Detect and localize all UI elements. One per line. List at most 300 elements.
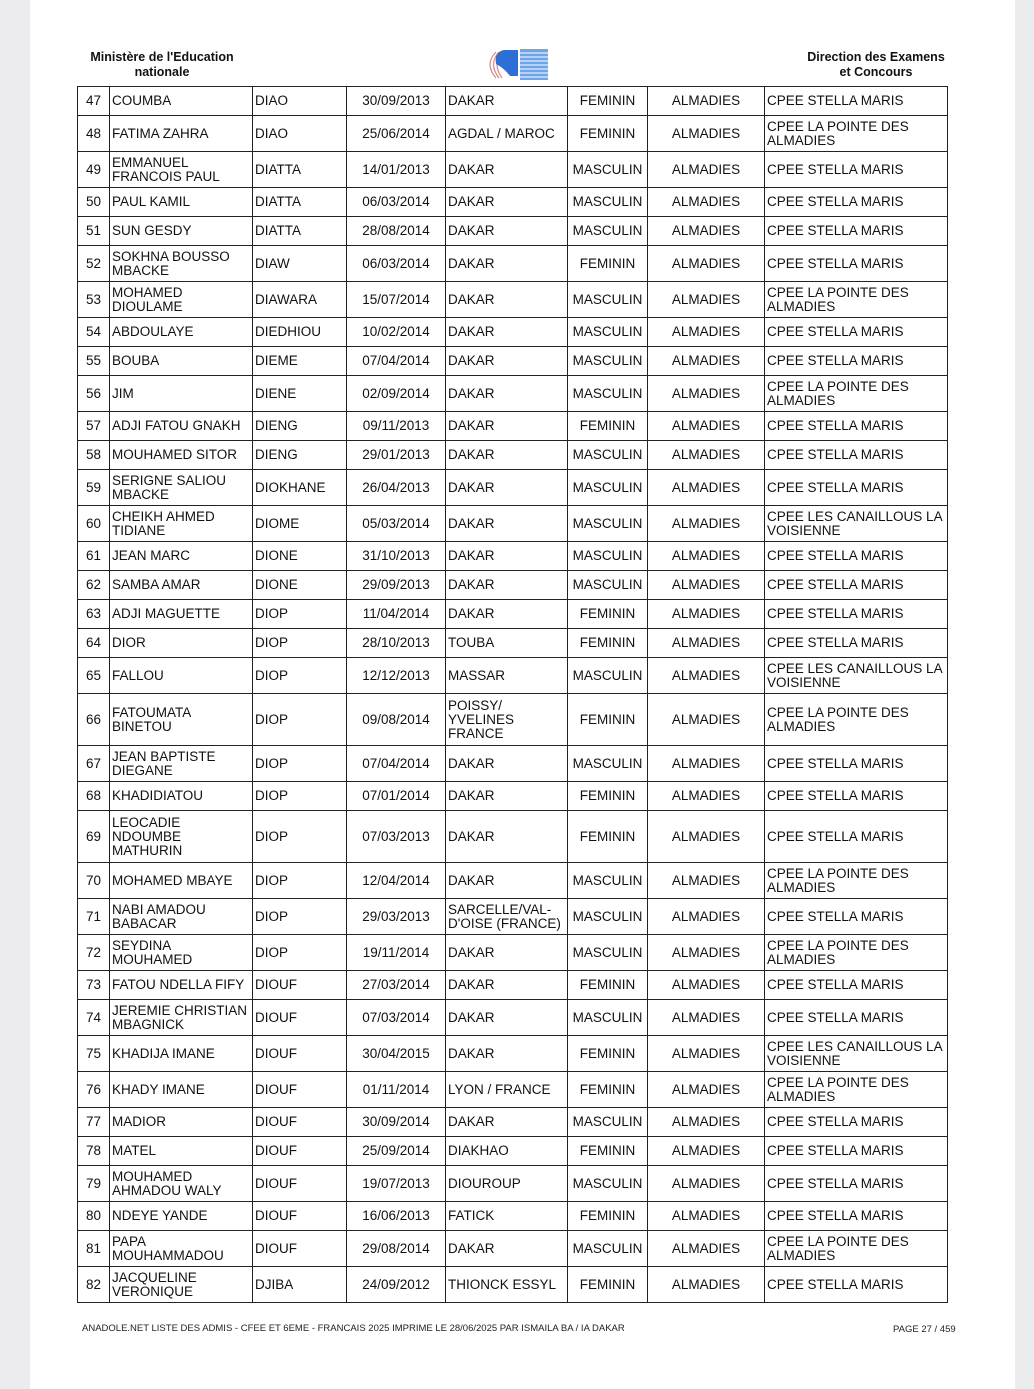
sex-cell: MASCULIN [568, 935, 648, 971]
table-row [78, 318, 948, 347]
table-row [78, 87, 948, 116]
district-cell: ALMADIES [648, 1000, 765, 1036]
first-name-cell: KHADIDIATOU [110, 782, 253, 811]
row-number: 57 [78, 412, 110, 441]
birth-place-cell: DAKAR [446, 152, 568, 188]
sex-cell: MASCULIN [568, 188, 648, 217]
row-number: 49 [78, 152, 110, 188]
birth-place-cell: SARCELLE/VAL-D'OISE (FRANCE) [446, 899, 568, 935]
school-cell: CPEE LES CANAILLOUS LA VOISIENNE [765, 506, 948, 542]
table-row [78, 1036, 948, 1072]
row-number: 81 [78, 1231, 110, 1267]
birth-date-cell: 25/09/2014 [347, 1137, 446, 1166]
birth-date-cell: 07/01/2014 [347, 782, 446, 811]
birth-place-cell: LYON / FRANCE [446, 1072, 568, 1108]
birth-place-cell: DAKAR [446, 542, 568, 571]
school-cell: CPEE LA POINTE DES ALMADIES [765, 1072, 948, 1108]
table-row [78, 246, 948, 282]
last-name-cell: DIOP [253, 782, 347, 811]
last-name-cell: DIOUF [253, 1231, 347, 1267]
birth-date-cell: 30/09/2013 [347, 87, 446, 116]
school-cell: CPEE STELLA MARIS [765, 347, 948, 376]
district-cell: ALMADIES [648, 1202, 765, 1231]
row-number: 61 [78, 542, 110, 571]
sex-cell: MASCULIN [568, 318, 648, 347]
table-row [78, 1072, 948, 1108]
first-name-cell: MOHAMED MBAYE [110, 863, 253, 899]
row-number: 67 [78, 746, 110, 782]
birth-place-cell: DAKAR [446, 347, 568, 376]
school-cell: CPEE LA POINTE DES ALMADIES [765, 694, 948, 746]
row-number: 78 [78, 1137, 110, 1166]
school-cell: CPEE LA POINTE DES ALMADIES [765, 863, 948, 899]
table-row [78, 1231, 948, 1267]
birth-date-cell: 07/04/2014 [347, 347, 446, 376]
district-cell: ALMADIES [648, 412, 765, 441]
last-name-cell: DIATTA [253, 152, 347, 188]
school-cell: CPEE LES CANAILLOUS LA VOISIENNE [765, 1036, 948, 1072]
school-cell: CPEE STELLA MARIS [765, 899, 948, 935]
sex-cell: MASCULIN [568, 571, 648, 600]
table-row [78, 935, 948, 971]
birth-date-cell: 14/01/2013 [347, 152, 446, 188]
table-row [78, 412, 948, 441]
row-number: 76 [78, 1072, 110, 1108]
school-cell: CPEE STELLA MARIS [765, 1202, 948, 1231]
row-number: 60 [78, 506, 110, 542]
birth-date-cell: 10/02/2014 [347, 318, 446, 347]
birth-date-cell: 19/11/2014 [347, 935, 446, 971]
first-name-cell: MOUHAMED AHMADOU WALY [110, 1166, 253, 1202]
row-number: 63 [78, 600, 110, 629]
birth-place-cell: AGDAL / MAROC [446, 116, 568, 152]
sex-cell: FEMININ [568, 246, 648, 282]
last-name-cell: DIATTA [253, 217, 347, 246]
school-cell: CPEE STELLA MARIS [765, 152, 948, 188]
sex-cell: FEMININ [568, 412, 648, 441]
school-cell: CPEE LA POINTE DES ALMADIES [765, 282, 948, 318]
last-name-cell: DIOP [253, 629, 347, 658]
district-cell: ALMADIES [648, 246, 765, 282]
last-name-cell: DIOP [253, 600, 347, 629]
sex-cell: FEMININ [568, 1267, 648, 1303]
last-name-cell: DIONE [253, 571, 347, 600]
birth-date-cell: 07/03/2013 [347, 811, 446, 863]
table-row [78, 282, 948, 318]
school-cell: CPEE STELLA MARIS [765, 600, 948, 629]
row-number: 75 [78, 1036, 110, 1072]
district-cell: ALMADIES [648, 935, 765, 971]
birth-date-cell: 11/04/2014 [347, 600, 446, 629]
birth-date-cell: 02/09/2014 [347, 376, 446, 412]
first-name-cell: KHADIJA IMANE [110, 1036, 253, 1072]
table-row [78, 1137, 948, 1166]
table-row [78, 441, 948, 470]
row-number: 82 [78, 1267, 110, 1303]
birth-date-cell: 29/08/2014 [347, 1231, 446, 1267]
birth-date-cell: 31/10/2013 [347, 542, 446, 571]
birth-date-cell: 09/11/2013 [347, 412, 446, 441]
last-name-cell: DIOP [253, 899, 347, 935]
birth-place-cell: DAKAR [446, 571, 568, 600]
district-cell: ALMADIES [648, 217, 765, 246]
first-name-cell: JIM [110, 376, 253, 412]
first-name-cell: SERIGNE SALIOU MBACKE [110, 470, 253, 506]
birth-place-cell: MASSAR [446, 658, 568, 694]
last-name-cell: DJIBA [253, 1267, 347, 1303]
last-name-cell: DIOUF [253, 1166, 347, 1202]
table-row [78, 629, 948, 658]
birth-place-cell: DAKAR [446, 1000, 568, 1036]
first-name-cell: FATOUMATA BINETOU [110, 694, 253, 746]
last-name-cell: DIENE [253, 376, 347, 412]
birth-place-cell: THIONCK ESSYL [446, 1267, 568, 1303]
district-cell: ALMADIES [648, 1267, 765, 1303]
birth-place-cell: DAKAR [446, 863, 568, 899]
last-name-cell: DIOP [253, 658, 347, 694]
birth-date-cell: 01/11/2014 [347, 1072, 446, 1108]
district-cell: ALMADIES [648, 376, 765, 412]
birth-date-cell: 24/09/2012 [347, 1267, 446, 1303]
last-name-cell: DIOUF [253, 1137, 347, 1166]
sex-cell: MASCULIN [568, 542, 648, 571]
sex-cell: FEMININ [568, 1072, 648, 1108]
first-name-cell: JEREMIE CHRISTIAN MBAGNICK [110, 1000, 253, 1036]
school-cell: CPEE STELLA MARIS [765, 782, 948, 811]
birth-place-cell: DAKAR [446, 441, 568, 470]
last-name-cell: DIOP [253, 694, 347, 746]
birth-date-cell: 25/06/2014 [347, 116, 446, 152]
table-row [78, 600, 948, 629]
school-cell: CPEE STELLA MARIS [765, 217, 948, 246]
first-name-cell: MATEL [110, 1137, 253, 1166]
sex-cell: MASCULIN [568, 152, 648, 188]
birth-date-cell: 12/04/2014 [347, 863, 446, 899]
district-cell: ALMADIES [648, 1231, 765, 1267]
table-row [78, 217, 948, 246]
school-cell: CPEE LA POINTE DES ALMADIES [765, 376, 948, 412]
last-name-cell: DIAO [253, 116, 347, 152]
last-name-cell: DIOP [253, 746, 347, 782]
row-number: 58 [78, 441, 110, 470]
table-row [78, 1202, 948, 1231]
birth-place-cell: DAKAR [446, 811, 568, 863]
sex-cell: FEMININ [568, 1202, 648, 1231]
last-name-cell: DIEME [253, 347, 347, 376]
sex-cell: FEMININ [568, 600, 648, 629]
sex-cell: MASCULIN [568, 1231, 648, 1267]
first-name-cell: DIOR [110, 629, 253, 658]
district-cell: ALMADIES [648, 347, 765, 376]
first-name-cell: ADJI MAGUETTE [110, 600, 253, 629]
sex-cell: MASCULIN [568, 217, 648, 246]
district-cell: ALMADIES [648, 746, 765, 782]
school-cell: CPEE STELLA MARIS [765, 1108, 948, 1137]
birth-date-cell: 29/01/2013 [347, 441, 446, 470]
school-cell: CPEE STELLA MARIS [765, 188, 948, 217]
last-name-cell: DIAW [253, 246, 347, 282]
sex-cell: MASCULIN [568, 746, 648, 782]
last-name-cell: DIENG [253, 412, 347, 441]
first-name-cell: MADIOR [110, 1108, 253, 1137]
sex-cell: FEMININ [568, 1036, 648, 1072]
table-row [78, 811, 948, 863]
sex-cell: FEMININ [568, 116, 648, 152]
sex-cell: FEMININ [568, 1137, 648, 1166]
row-number: 77 [78, 1108, 110, 1137]
table-row [78, 782, 948, 811]
row-number: 48 [78, 116, 110, 152]
district-cell: ALMADIES [648, 1036, 765, 1072]
birth-place-cell: DIAKHAO [446, 1137, 568, 1166]
school-cell: CPEE LES CANAILLOUS LA VOISIENNE [765, 658, 948, 694]
row-number: 79 [78, 1166, 110, 1202]
ministry-line-1: Ministère de l'Education [90, 50, 234, 64]
birth-date-cell: 07/03/2014 [347, 1000, 446, 1036]
sex-cell: MASCULIN [568, 282, 648, 318]
first-name-cell: JEAN MARC [110, 542, 253, 571]
district-cell: ALMADIES [648, 318, 765, 347]
first-name-cell: PAPA MOUHAMMADOU [110, 1231, 253, 1267]
birth-place-cell: DAKAR [446, 376, 568, 412]
last-name-cell: DIATTA [253, 188, 347, 217]
first-name-cell: ADJI FATOU GNAKH [110, 412, 253, 441]
table-row [78, 571, 948, 600]
birth-place-cell: DAKAR [446, 282, 568, 318]
sex-cell: MASCULIN [568, 506, 648, 542]
row-number: 74 [78, 1000, 110, 1036]
table-row [78, 376, 948, 412]
birth-place-cell: DAKAR [446, 971, 568, 1000]
first-name-cell: KHADY IMANE [110, 1072, 253, 1108]
last-name-cell: DIOUF [253, 971, 347, 1000]
footer-print-info: ANADOLE.NET LISTE DES ADMIS - CFEE ET 6EME - FRANCAIS 2025 IMPRIME LE 28/06/2025 PAR ISMAILA BA / IA DAKAR [82, 1323, 625, 1334]
birth-place-cell: DAKAR [446, 470, 568, 506]
district-cell: ALMADIES [648, 506, 765, 542]
row-number: 68 [78, 782, 110, 811]
school-cell: CPEE STELLA MARIS [765, 971, 948, 1000]
sex-cell: MASCULIN [568, 1108, 648, 1137]
school-cell: CPEE STELLA MARIS [765, 441, 948, 470]
district-cell: ALMADIES [648, 188, 765, 217]
school-cell: CPEE STELLA MARIS [765, 1166, 948, 1202]
birth-date-cell: 05/03/2014 [347, 506, 446, 542]
birth-place-cell: DAKAR [446, 506, 568, 542]
last-name-cell: DIONE [253, 542, 347, 571]
table-row [78, 746, 948, 782]
school-cell: CPEE STELLA MARIS [765, 1000, 948, 1036]
page-number: PAGE 27 / 459 [893, 1324, 956, 1335]
district-cell: ALMADIES [648, 811, 765, 863]
first-name-cell: LEOCADIE NDOUMBE MATHURIN [110, 811, 253, 863]
birth-date-cell: 28/10/2013 [347, 629, 446, 658]
first-name-cell: PAUL KAMIL [110, 188, 253, 217]
first-name-cell: JEAN BAPTISTE DIEGANE [110, 746, 253, 782]
birth-place-cell: POISSY/ YVELINES FRANCE [446, 694, 568, 746]
district-cell: ALMADIES [648, 1072, 765, 1108]
birth-date-cell: 27/03/2014 [347, 971, 446, 1000]
birth-date-cell: 06/03/2014 [347, 188, 446, 217]
table-row [78, 542, 948, 571]
birth-place-cell: DAKAR [446, 188, 568, 217]
last-name-cell: DIOME [253, 506, 347, 542]
school-cell: CPEE STELLA MARIS [765, 811, 948, 863]
row-number: 50 [78, 188, 110, 217]
last-name-cell: DIAWARA [253, 282, 347, 318]
sex-cell: MASCULIN [568, 470, 648, 506]
birth-place-cell: DAKAR [446, 412, 568, 441]
sex-cell: MASCULIN [568, 899, 648, 935]
sex-cell: MASCULIN [568, 863, 648, 899]
row-number: 53 [78, 282, 110, 318]
school-cell: CPEE STELLA MARIS [765, 746, 948, 782]
birth-place-cell: DIOUROUP [446, 1166, 568, 1202]
school-cell: CPEE STELLA MARIS [765, 629, 948, 658]
birth-place-cell: DAKAR [446, 217, 568, 246]
school-cell: CPEE STELLA MARIS [765, 412, 948, 441]
sex-cell: FEMININ [568, 971, 648, 1000]
first-name-cell: MOHAMED DIOULAME [110, 282, 253, 318]
row-number: 62 [78, 571, 110, 600]
school-cell: CPEE STELLA MARIS [765, 1137, 948, 1166]
birth-date-cell: 29/03/2013 [347, 899, 446, 935]
row-number: 47 [78, 87, 110, 116]
birth-place-cell: DAKAR [446, 782, 568, 811]
table-row [78, 1166, 948, 1202]
row-number: 65 [78, 658, 110, 694]
district-cell: ALMADIES [648, 1108, 765, 1137]
table-row [78, 116, 948, 152]
birth-place-cell: DAKAR [446, 935, 568, 971]
sex-cell: FEMININ [568, 694, 648, 746]
first-name-cell: SEYDINA MOUHAMED [110, 935, 253, 971]
school-cell: CPEE STELLA MARIS [765, 246, 948, 282]
last-name-cell: DIOUF [253, 1202, 347, 1231]
birth-place-cell: DAKAR [446, 1108, 568, 1137]
sex-cell: FEMININ [568, 87, 648, 116]
birth-date-cell: 06/03/2014 [347, 246, 446, 282]
directorate-line-1: Direction des Examens [807, 50, 945, 64]
birth-place-cell: DAKAR [446, 87, 568, 116]
ministry-header [80, 50, 244, 80]
district-cell: ALMADIES [648, 542, 765, 571]
last-name-cell: DIOUF [253, 1072, 347, 1108]
district-cell: ALMADIES [648, 470, 765, 506]
school-cell: CPEE STELLA MARIS [765, 542, 948, 571]
row-number: 64 [78, 629, 110, 658]
district-cell: ALMADIES [648, 282, 765, 318]
table-row [78, 899, 948, 935]
table-row [78, 971, 948, 1000]
sex-cell: MASCULIN [568, 376, 648, 412]
ministry-logo-icon [482, 46, 550, 82]
first-name-cell: SAMBA AMAR [110, 571, 253, 600]
first-name-cell: JACQUELINE VERONIQUE [110, 1267, 253, 1303]
last-name-cell: DIEDHIOU [253, 318, 347, 347]
birth-place-cell: DAKAR [446, 318, 568, 347]
birth-date-cell: 19/07/2013 [347, 1166, 446, 1202]
row-number: 55 [78, 347, 110, 376]
birth-date-cell: 29/09/2013 [347, 571, 446, 600]
birth-place-cell: DAKAR [446, 1231, 568, 1267]
birth-date-cell: 30/09/2014 [347, 1108, 446, 1137]
district-cell: ALMADIES [648, 1137, 765, 1166]
district-cell: ALMADIES [648, 571, 765, 600]
district-cell: ALMADIES [648, 782, 765, 811]
row-number: 72 [78, 935, 110, 971]
table-row [78, 658, 948, 694]
birth-date-cell: 15/07/2014 [347, 282, 446, 318]
district-cell: ALMADIES [648, 971, 765, 1000]
sex-cell: FEMININ [568, 782, 648, 811]
ministry-line-2: nationale [134, 65, 190, 79]
first-name-cell: SUN GESDY [110, 217, 253, 246]
row-number: 66 [78, 694, 110, 746]
directorate-header [790, 50, 962, 80]
birth-date-cell: 26/04/2013 [347, 470, 446, 506]
first-name-cell: SOKHNA BOUSSO MBACKE [110, 246, 253, 282]
row-number: 71 [78, 899, 110, 935]
district-cell: ALMADIES [648, 1166, 765, 1202]
district-cell: ALMADIES [648, 87, 765, 116]
school-cell: CPEE LA POINTE DES ALMADIES [765, 1231, 948, 1267]
table-row [78, 1000, 948, 1036]
table-row [78, 470, 948, 506]
first-name-cell: FATOU NDELLA FIFY [110, 971, 253, 1000]
school-cell: CPEE LA POINTE DES ALMADIES [765, 116, 948, 152]
first-name-cell: NABI AMADOU BABACAR [110, 899, 253, 935]
row-number: 56 [78, 376, 110, 412]
school-cell: CPEE STELLA MARIS [765, 318, 948, 347]
row-number: 54 [78, 318, 110, 347]
birth-place-cell: DAKAR [446, 1036, 568, 1072]
birth-date-cell: 28/08/2014 [347, 217, 446, 246]
school-cell: CPEE STELLA MARIS [765, 571, 948, 600]
sex-cell: MASCULIN [568, 441, 648, 470]
last-name-cell: DIENG [253, 441, 347, 470]
last-name-cell: DIOKHANE [253, 470, 347, 506]
district-cell: ALMADIES [648, 152, 765, 188]
sex-cell: MASCULIN [568, 1000, 648, 1036]
sex-cell: MASCULIN [568, 1166, 648, 1202]
last-name-cell: DIOUF [253, 1108, 347, 1137]
row-number: 59 [78, 470, 110, 506]
school-cell: CPEE STELLA MARIS [765, 470, 948, 506]
first-name-cell: NDEYE YANDE [110, 1202, 253, 1231]
birth-date-cell: 30/04/2015 [347, 1036, 446, 1072]
table-row [78, 1108, 948, 1137]
first-name-cell: EMMANUEL FRANCOIS PAUL [110, 152, 253, 188]
last-name-cell: DIOP [253, 935, 347, 971]
first-name-cell: ABDOULAYE [110, 318, 253, 347]
last-name-cell: DIOP [253, 863, 347, 899]
district-cell: ALMADIES [648, 629, 765, 658]
directorate-line-2: et Concours [839, 65, 913, 79]
table-row [78, 347, 948, 376]
row-number: 70 [78, 863, 110, 899]
district-cell: ALMADIES [648, 658, 765, 694]
first-name-cell: FALLOU [110, 658, 253, 694]
district-cell: ALMADIES [648, 694, 765, 746]
table-row [78, 152, 948, 188]
last-name-cell: DIAO [253, 87, 347, 116]
table-row [78, 694, 948, 746]
first-name-cell: CHEIKH AHMED TIDIANE [110, 506, 253, 542]
table-row [78, 1267, 948, 1303]
district-cell: ALMADIES [648, 600, 765, 629]
sex-cell: MASCULIN [568, 658, 648, 694]
birth-place-cell: TOUBA [446, 629, 568, 658]
